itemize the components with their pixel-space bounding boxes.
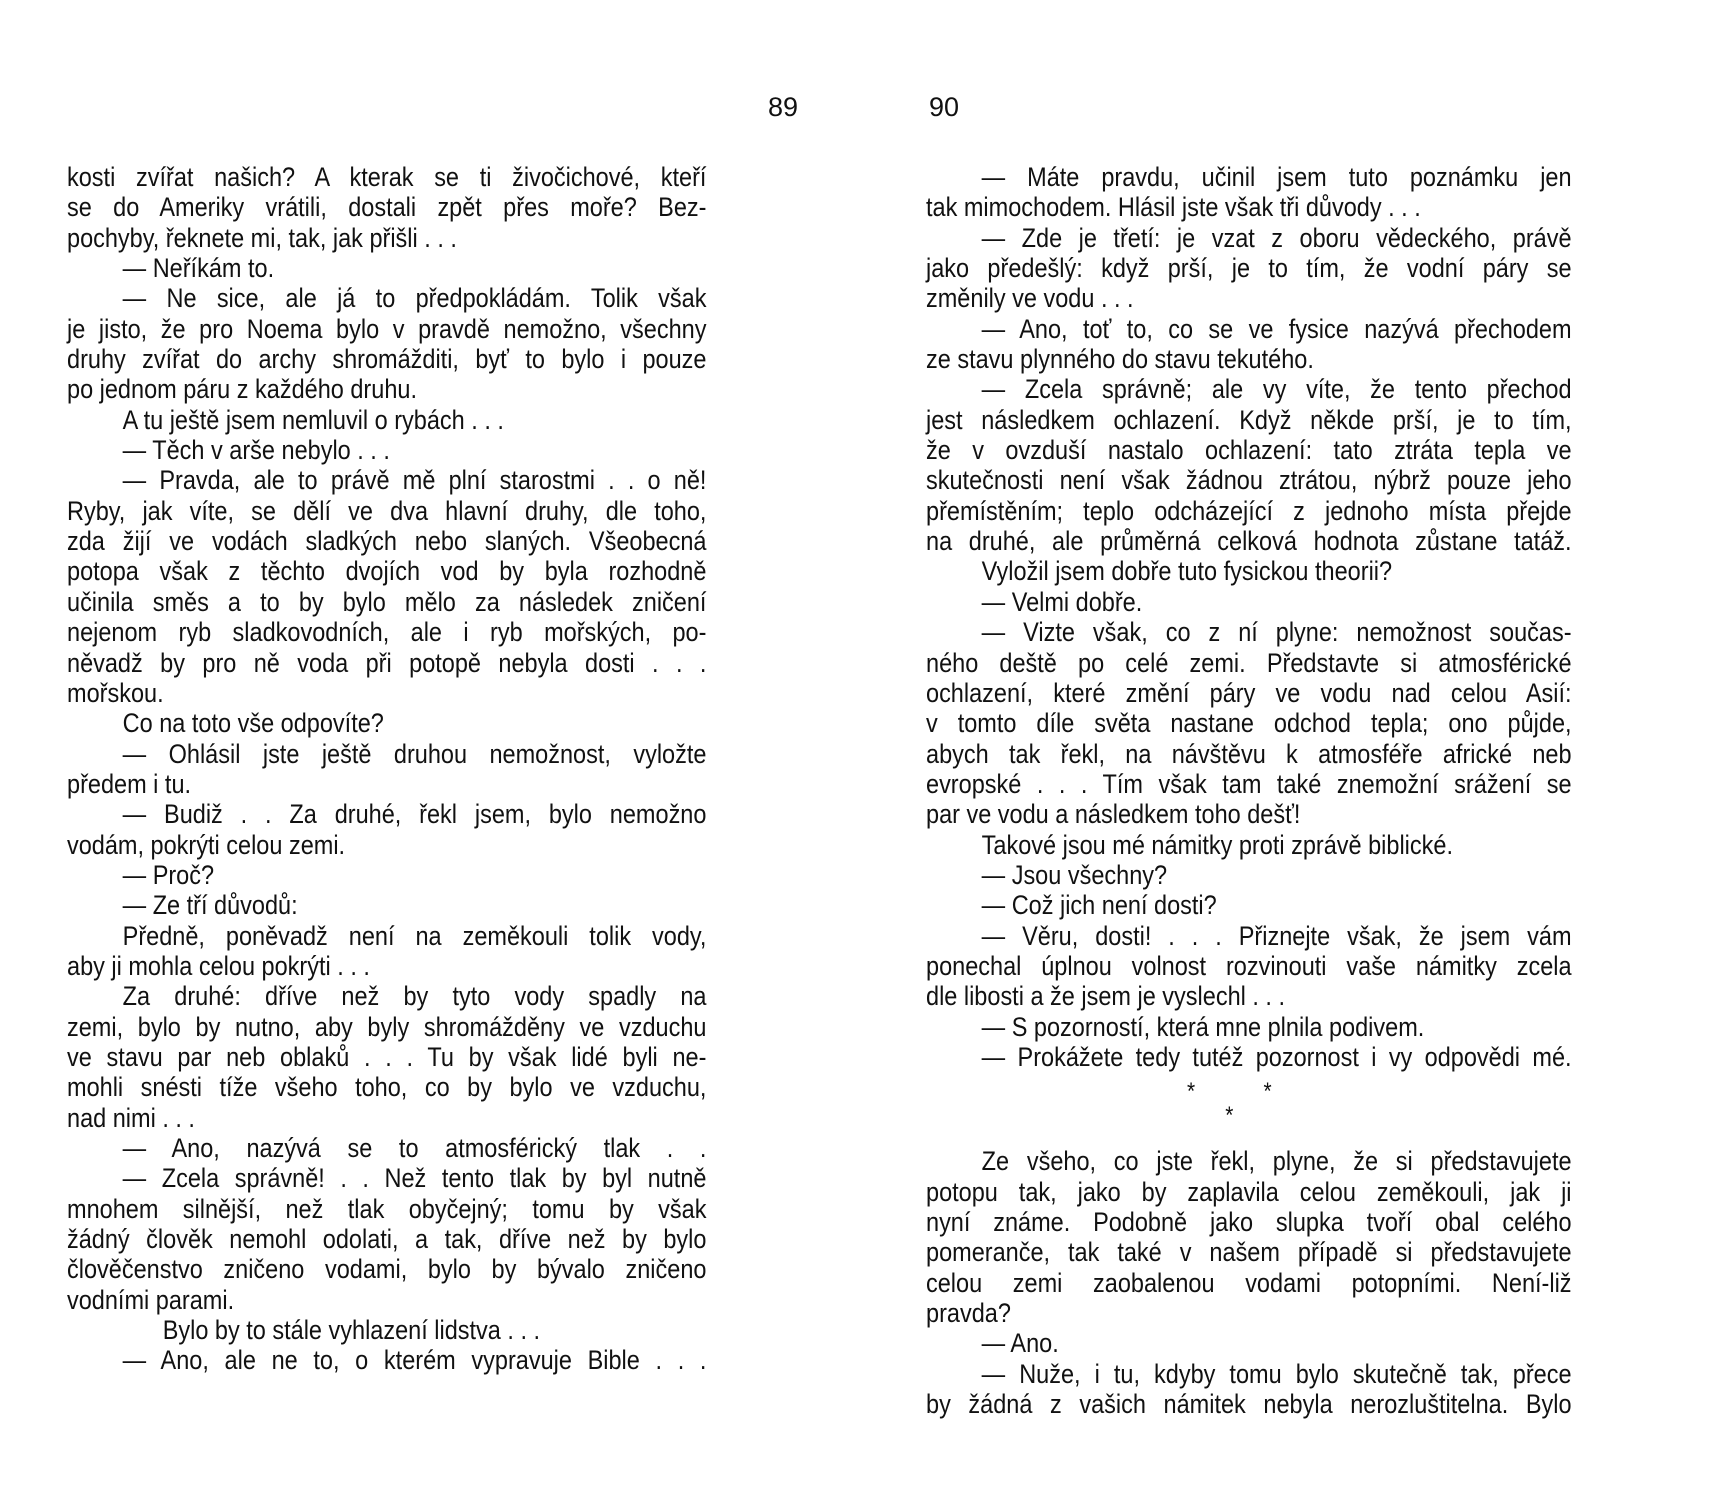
- text-line: Co na toto vše odpovíte?: [122, 708, 384, 739]
- text-line: nyní známe. Podobně jako slupka tvoří obal celého: [926, 1207, 1572, 1237]
- text-line: ve stavu par neb oblaků . . . Tu by však lidé byli ne-: [67, 1041, 707, 1072]
- text-line: — Ano, nazývá se to atmosférický tlak . .: [122, 1133, 707, 1163]
- text-line: pomeranče, tak také v našem případě si představujete: [926, 1237, 1572, 1268]
- text-line: vodám, pokrýti celou zemi.: [67, 829, 346, 860]
- text-line: se do Ameriky vrátili, dostali zpět přes moře? Bez-: [67, 192, 707, 223]
- text-line: změnily ve vodu . . .: [926, 283, 1134, 314]
- text-line: kosti zvířat našich? A kterak se ti živočichové, kteří: [67, 162, 707, 192]
- text-line: — Ano, toť to, co se ve fysice nazývá přechodem: [981, 313, 1572, 344]
- text-line: ponechal úplnou volnost rozvinouti vaše námitky zcela: [926, 950, 1572, 981]
- text-line: ného deště po celé zemi. Představte si atmosférické: [926, 647, 1572, 678]
- text-line: jest následkem ochlazení. Když někde prší, je to tím,: [926, 404, 1572, 435]
- text-line: ochlazení, které změní páry ve vodu nad celou Asií:: [926, 677, 1572, 708]
- text-line: — Proč?: [122, 859, 215, 890]
- text-line: vodními parami.: [67, 1284, 235, 1315]
- text-line: — Budiž . . Za druhé, řekl jsem, bylo nemožno: [122, 799, 707, 830]
- text-line: — Ano, ale ne to, o kterém vypravuje Bible . . .: [122, 1345, 707, 1376]
- asterisk: *: [1187, 1078, 1196, 1106]
- text-line: — Ohlásil jste ještě druhou nemožnost, vyložte: [122, 738, 707, 769]
- text-line: tak mimochodem. Hlásil jste však tři důvody . . .: [926, 192, 1421, 223]
- text-line: Vyložil jsem dobře tuto fysickou theorii?: [981, 556, 1393, 587]
- text-line: člověčenstvo zničeno vodami, bylo by bývalo zničeno: [67, 1254, 707, 1285]
- text-line: — Těch v arše nebylo . . .: [122, 435, 390, 466]
- text-line: celou zemi zaobalenou vodami potopními. Není-liž: [926, 1267, 1572, 1298]
- text-line: mohli snésti tíže všeho toho, co by bylo ve vzduchu,: [67, 1072, 707, 1103]
- text-line: — Velmi dobře.: [981, 586, 1143, 617]
- left-text-column: [67, 162, 706, 1376]
- right-text-column: [926, 162, 1572, 1419]
- text-line: — Vizte však, co z ní plyne: nemožnost součas-: [981, 617, 1572, 648]
- text-line: je jisto, že pro Noema bylo v pravdě nemožno, všechny: [67, 313, 707, 344]
- text-line: — Ano.: [981, 1328, 1059, 1359]
- text-line: — Máte pravdu, učinil jsem tuto poznámku jen: [981, 162, 1572, 192]
- text-line: par ve vodu a následkem toho dešť!: [926, 799, 1301, 830]
- asterisk: *: [1225, 1102, 1234, 1130]
- text-line: přemístěním; teplo odcházející z jednoho místa přejde: [926, 495, 1572, 526]
- text-line: nejenom ryb sladkovodních, ale i ryb mořských, po-: [67, 617, 707, 648]
- text-line: Ze všeho, co jste řekl, plyne, že si představujete: [981, 1146, 1572, 1177]
- text-line: potopu tak, jako by zaplavila celou zeměkouli, jak ji: [926, 1176, 1572, 1207]
- text-line: něvadž by pro ně voda při potopě nebyla dosti . . .: [67, 647, 707, 678]
- text-line: A tu ještě jsem nemluvil o rybách . . .: [122, 404, 504, 435]
- text-line: — Jsou všechny?: [981, 859, 1168, 890]
- text-line: — Ne sice, ale já to předpokládám. Tolik však: [122, 283, 707, 314]
- text-line: druhy zvířat do archy shromážditi, byť to bylo i pouze: [67, 344, 707, 375]
- right-page: [861, 0, 1722, 1500]
- text-line: skutečnosti není však žádnou ztrátou, nýbrž pouze jeho: [926, 465, 1572, 496]
- text-line: ze stavu plynného do stavu tekutého.: [926, 344, 1314, 375]
- text-line: — Což jich není dosti?: [981, 890, 1217, 921]
- text-line: v tomto díle světa nastane odchod tepla; ono půjde,: [926, 708, 1572, 739]
- text-line: Ryby, jak víte, se dělí ve dva hlavní druhy, dle toho,: [67, 495, 707, 526]
- text-line: abych tak řekl, na návštěvu k atmosféře africké neb: [926, 738, 1572, 769]
- text-line: že v ovzduší nastalo ochlazení: tato ztráta tepla ve: [926, 435, 1572, 466]
- page-number: 90: [929, 92, 960, 122]
- text-line: mnohem silnější, než tlak obyčejný; tomu by však: [67, 1193, 707, 1224]
- text-line: jako předešlý: když prší, je to tím, že vodní páry se: [926, 253, 1572, 284]
- text-line: potopa však z těchto dvojích vod by byla rozhodně: [67, 556, 707, 587]
- text-line: evropské . . . Tím však tam také znemožní srážení se: [926, 768, 1572, 799]
- text-line: Bylo by to stále vyhlazení lidstva . . .: [162, 1315, 541, 1346]
- text-line: aby ji mohla celou pokrýti . . .: [67, 950, 370, 981]
- page-number: 89: [768, 92, 799, 122]
- text-line: zemi, bylo by nutno, aby byly shromážděny ve vzduchu: [67, 1011, 707, 1042]
- text-line: — Zcela správně! . . Než tento tlak by byl nutně: [122, 1163, 707, 1194]
- text-line: Za druhé: dříve než by tyto vody spadly na: [122, 981, 707, 1012]
- text-line: pochyby, řeknete mi, tak, jak přišli . . .: [67, 222, 457, 253]
- asterisk: *: [1263, 1078, 1272, 1106]
- text-line: — S pozorností, která mne plnila podivem.: [981, 1011, 1425, 1042]
- text-line: — Zcela správně; ale vy víte, že tento přechod: [981, 374, 1572, 405]
- text-line: — Zde je třetí: je vzat z oboru vědeckého, právě: [981, 222, 1572, 253]
- text-line: učinila směs a to by bylo mělo za následek zničení: [67, 586, 707, 617]
- text-line: dle libosti a že jsem je vyslechl . . .: [926, 981, 1286, 1012]
- text-line: předem i tu.: [67, 768, 192, 799]
- text-line: — Pravda, ale to právě mě plní starostmi . . o ně!: [122, 465, 707, 496]
- text-line: Předně, poněvadž není na zeměkouli tolik vody,: [122, 920, 707, 951]
- text-line: Takové jsou mé námitky proti zprávě biblické.: [981, 829, 1453, 860]
- text-line: zda žijí ve vodách sladkých nebo slaných. Všeobecná: [67, 526, 707, 557]
- text-line: — Neříkám to.: [122, 253, 275, 284]
- text-line: by žádná z vašich námitek nebyla nerozluštitelna. Bylo: [926, 1389, 1572, 1420]
- text-line: — Prokážete tedy tutéž pozornost i vy odpovědi mé.: [981, 1041, 1572, 1072]
- text-line: žádný člověk nemohl odolati, a tak, dříve než by bylo: [67, 1224, 707, 1255]
- section-separator: [926, 1072, 1572, 1146]
- text-line: po jednom páru z každého druhu.: [67, 374, 417, 405]
- text-line: na druhé, ale průměrná celková hodnota zůstane tatáž.: [926, 526, 1572, 557]
- text-line: — Nuže, i tu, kdyby tomu bylo skutečně tak, přece: [981, 1358, 1572, 1389]
- text-line: pravda?: [926, 1298, 1011, 1329]
- text-line: mořskou.: [67, 677, 164, 708]
- text-line: — Věru, dosti! . . . Přiznejte však, že jsem vám: [981, 920, 1572, 951]
- text-line: nad nimi . . .: [67, 1102, 195, 1133]
- text-line: — Ze tří důvodů:: [122, 890, 298, 921]
